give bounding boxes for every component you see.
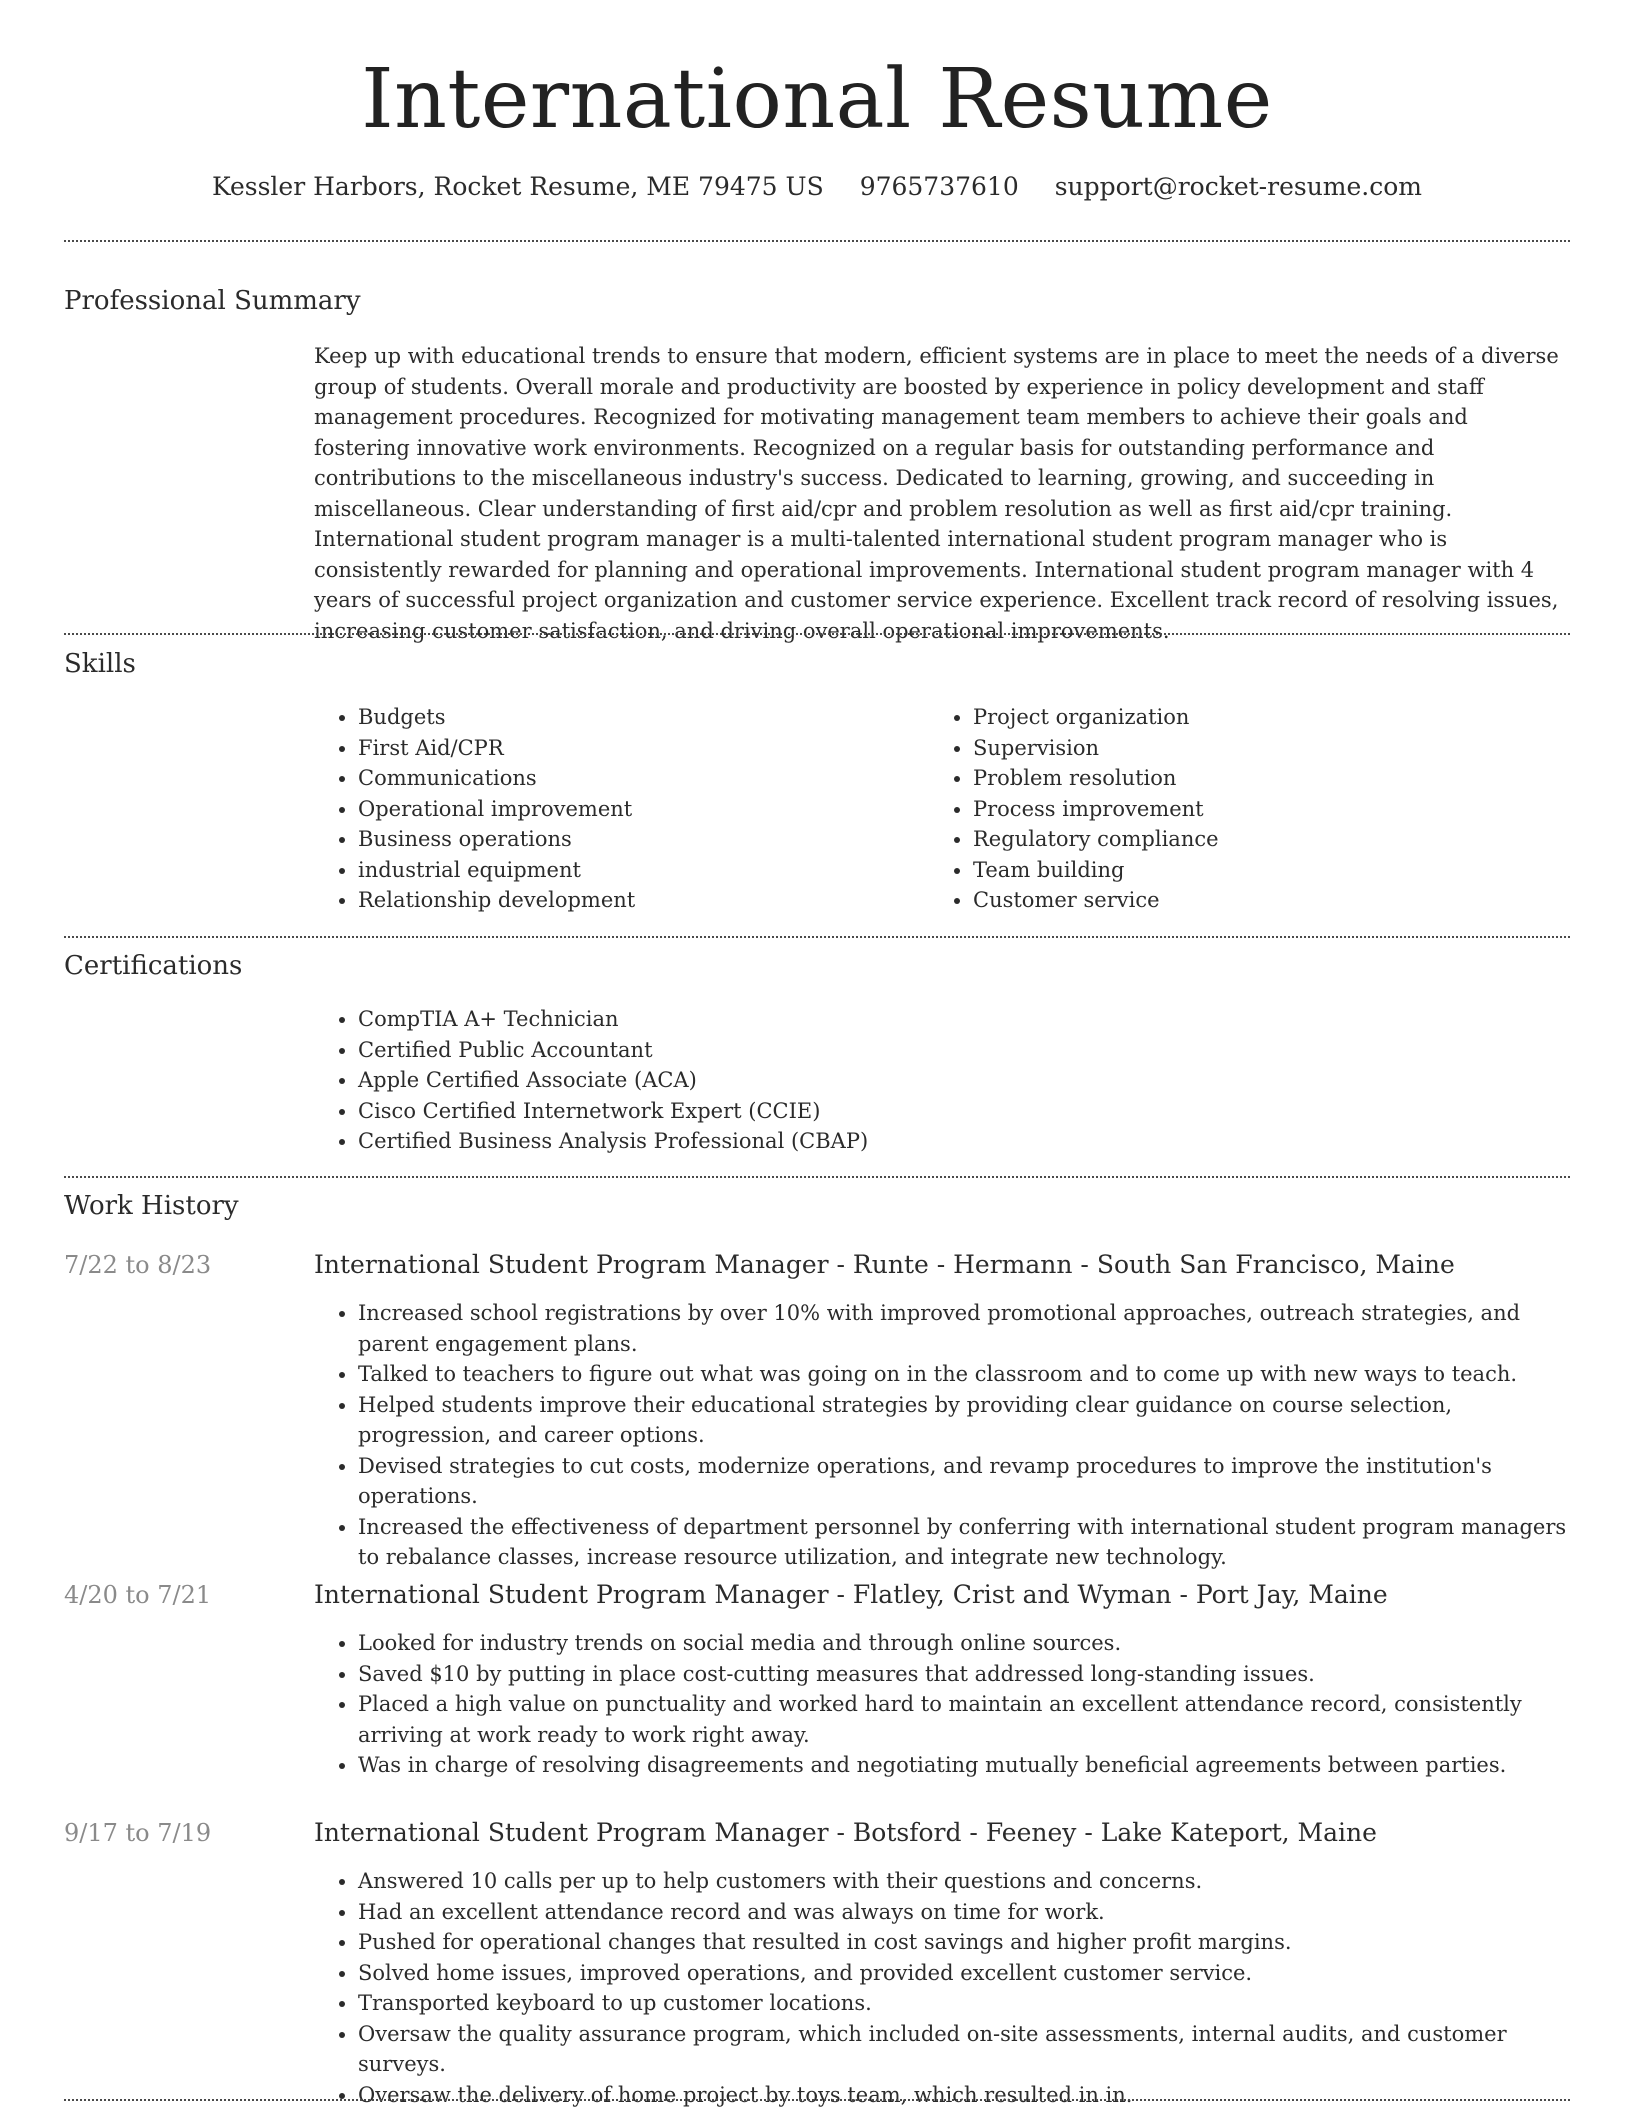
skills-list-right	[929, 702, 1544, 916]
job-bullet: • Increased school registrations by over 10% with improved promotional approaches, outreach strategies, and parent engagement plans.	[358, 1298, 1570, 1359]
job-bullets	[314, 1298, 1570, 1573]
job-bullet: • Was in charge of resolving disagreements and negotiating mutually beneficial agreements between parties.	[358, 1750, 1570, 1781]
job-bullet: • Looked for industry trends on social media and through online sources.	[358, 1628, 1570, 1659]
resume-title: International Resume	[361, 52, 1273, 147]
job-title: International Student Program Manager - Botsford - Feeney - Lake Kateport, Maine	[314, 1818, 1377, 1847]
contact-phone: 9765737610	[859, 172, 1019, 201]
work-section	[64, 1189, 1570, 1223]
job-title: International Student Program Manager - Flatley, Crist and Wyman - Port Jay, Maine	[314, 1580, 1388, 1609]
job-bullet: • Placed a high value on punctuality and worked hard to maintain an excellent attendance record, consistently arriving at work ready to work right away.	[358, 1689, 1570, 1750]
skill-item: • Problem resolution	[973, 763, 1544, 794]
skills-section	[64, 647, 1570, 912]
job-bullet: • Oversaw the delivery of home project by toys team, which resulted in in.	[358, 2080, 1570, 2111]
summary-text: Keep up with educational trends to ensure that modern, efficient systems are in place to meet the needs of a diverse group of students. Overall morale and productivity are boosted by experience in policy development and staff management procedures. Recognized for motivating management team members to achieve their goals and fostering innovative work environments. Recognized on a regular basis for outstanding performance and contributions to the miscellaneous industry's success. Dedicated to learning, growing, and succeeding in miscellaneous. Clear understanding of first aid/cpr and problem resolution as well as first aid/cpr training. International student program manager is a multi-talented international student program manager who is consistently rewarded for planning and operational improvements. International student program manager with 4 years of successful project organization and customer service experience. Excellent track record of resolving issues, increasing customer satisfaction, and driving overall operational improvements.	[314, 344, 1559, 643]
job-bullet: • Devised strategies to cut costs, modernize operations, and revamp procedures to improve the institution's operations.	[358, 1451, 1570, 1512]
skills-list-left	[314, 702, 929, 916]
skill-item: • Supervision	[973, 733, 1544, 764]
header-divider	[64, 240, 1570, 242]
job-bullet: • Talked to teachers to figure out what was going on in the classroom and to come up with new ways to teach.	[358, 1359, 1570, 1390]
skill-item: • Process improvement	[973, 794, 1544, 825]
job-bullets	[314, 1866, 1570, 2110]
job-dates: 7/22 to 8/23	[64, 1251, 212, 1279]
job-bullets	[314, 1628, 1570, 1781]
certifications-heading: Certifications	[64, 951, 243, 981]
skill-item: • Relationship development	[358, 885, 929, 916]
certification-item: • Cisco Certified Internetwork Expert (CCIE)	[358, 1096, 1570, 1127]
certifications-divider	[64, 1176, 1570, 1178]
skill-item: • Business operations	[358, 824, 929, 855]
job-bullet: • Oversaw the quality assurance program, which included on-site assessments, internal audits, and customer surveys.	[358, 2019, 1570, 2080]
skill-item: • industrial equipment	[358, 855, 929, 886]
skill-item: • Customer service	[973, 885, 1544, 916]
certifications-section	[64, 949, 1570, 1153]
certification-item: • Certified Business Analysis Professional (CBAP)	[358, 1126, 1570, 1157]
job-bullet: • Increased the effectiveness of department personnel by conferring with international student program managers to rebalance classes, increase resource utilization, and integrate new technology.	[358, 1512, 1570, 1573]
skills-heading: Skills	[64, 649, 136, 679]
skills-divider	[64, 936, 1570, 938]
summary-heading: Professional Summary	[64, 286, 361, 316]
work-heading: Work History	[64, 1191, 239, 1221]
certification-item: • CompTIA A+ Technician	[358, 1004, 1570, 1035]
job-bullet: • Saved $10 by putting in place cost-cutting measures that addressed long-standing issues.	[358, 1659, 1570, 1690]
job-title: International Student Program Manager - Runte - Hermann - South San Francisco, Maine	[314, 1250, 1455, 1279]
job-bullet: • Solved home issues, improved operations, and provided excellent customer service.	[358, 1958, 1570, 1989]
skill-item: • Project organization	[973, 702, 1544, 733]
certifications-list	[314, 1004, 1570, 1157]
job-bullet: • Answered 10 calls per up to help customers with their questions and concerns.	[358, 1866, 1570, 1897]
job-bullet: • Had an excellent attendance record and was always on time for work.	[358, 1897, 1570, 1928]
summary-section	[64, 284, 1570, 643]
skill-item: • Team building	[973, 855, 1544, 886]
skill-item: • First Aid/CPR	[358, 733, 929, 764]
job-dates: 4/20 to 7/21	[64, 1581, 212, 1609]
contact-address: Kessler Harbors, Rocket Resume, ME 79475 US	[211, 172, 824, 201]
skill-item: • Budgets	[358, 702, 929, 733]
contact-line	[64, 170, 1570, 204]
resume-page	[64, 0, 1570, 2107]
job-bullet: • Pushed for operational changes that resulted in cost savings and higher profit margins.	[358, 1927, 1570, 1958]
job-dates: 9/17 to 7/19	[64, 1819, 212, 1847]
summary-divider	[64, 633, 1570, 635]
certification-item: • Apple Certified Associate (ACA)	[358, 1065, 1570, 1096]
skill-item: • Operational improvement	[358, 794, 929, 825]
work-divider	[64, 2099, 1570, 2101]
skill-item: • Regulatory compliance	[973, 824, 1544, 855]
certification-item: • Certified Public Accountant	[358, 1035, 1570, 1066]
contact-email: support@rocket-resume.com	[1054, 172, 1423, 201]
job-bullet: • Transported keyboard to up customer locations.	[358, 1988, 1570, 2019]
skill-item: • Communications	[358, 763, 929, 794]
job-bullet: • Helped students improve their educational strategies by providing clear guidance on course selection, progression, and career options.	[358, 1390, 1570, 1451]
